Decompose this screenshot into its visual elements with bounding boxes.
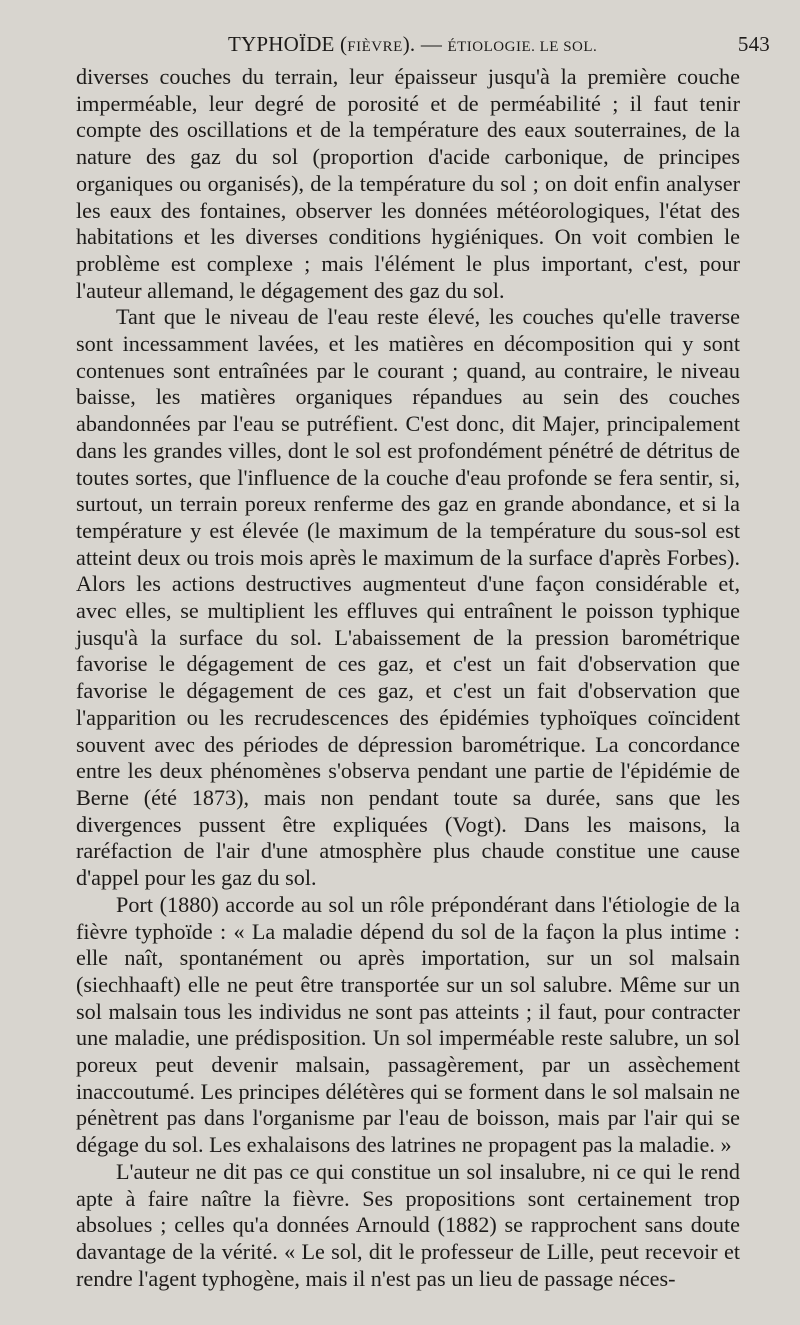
- title-paren: FIÈVRE: [347, 39, 403, 55]
- paragraph-3: Port (1880) accorde au sol un rôle prépondérant dans l'étiologie de la fièvre typhoïde : « La maladie dépend du sol de la façon la plus intime : elle naît, spontanément ou après importation, sur un sol malsain (siechhaaft) elle ne peut être transportée sur un sol salubre. Même sur un sol malsain tous les individus ne sont pas atteints ; il faut, pour contracter une maladie, une prédisposition. Un sol imperméable reste salubre, un sol poreux peut devenir malsain, passagèrement, par un assèchement inaccoutumé. Les principes délétères qui se forment dans le sol malsain ne pénètrent pas dans l'organisme par l'eau de boisson, mais par l'air qui se dégage du sol. Les exhalaisons des latrines ne propagent pas la maladie. »: [76, 891, 740, 1158]
- body-text: [76, 64, 740, 1292]
- page-number: 543: [737, 32, 770, 56]
- running-header: [76, 30, 770, 64]
- title-main: TYPHOÏDE (: [228, 32, 348, 56]
- paragraph-4: L'auteur ne dit pas ce qui constitue un sol insalubre, ni ce qui le rend apte à faire naître la fièvre. Ses propositions sont certainement trop absolues ; celles qu'a données Arnould (1882) se rapprochent sans doute davantage de la vérité. « Le sol, dit le professeur de Lille, peut recevoir et rendre l'agent typhogène, mais il n'est pas un lieu de passage néces-: [76, 1158, 740, 1291]
- title-section: ÉTIOLOGIE. LE SOL.: [447, 39, 598, 55]
- paragraph-1: diverses couches du terrain, leur épaisseur jusqu'à la première couche imperméable, leur degré de porosité et de perméabilité ; il faut tenir compte des oscillations et de la température des eaux souterraines, de la nature des gaz du sol (proportion d'acide carbonique, de principes organiques ou organisés), de la température du sol ; on doit enfin analyser les eaux des fontaines, observer les données météorologiques, l'état des habitations et les diverses conditions hygiéniques. On voit combien le problème est complexe ; mais l'élément le plus important, c'est, pour l'auteur allemand, le dégagement des gaz du sol.: [76, 64, 740, 303]
- paragraph-2: Tant que le niveau de l'eau reste élevé, les couches qu'elle traverse sont incessamment lavées, et les matières en décomposition qui y sont contenues sont entraînées par le courant ; quand, au contraire, le niveau baisse, les matières organiques répandues au sein des couches abandonnées par l'eau se putréfient. C'est donc, dit Majer, principalement dans les grandes villes, dont le sol est profondément pénétré de détritus de toutes sortes, que l'influence de la couche d'eau profonde se fera sentir, si, surtout, un terrain poreux renferme des gaz en grande abondance, et si la température y est élevée (le maximum de la température du sous-sol est atteint deux ou trois mois après le maximum de la surface d'après Forbes). Alors les actions destructives augmenteut d'une façon considérable et, avec elles, se multiplient les effluves qui entraînent le poisson typhique jusqu'à la surface du sol. L'abaissement de la pression barométrique favorise le dégagement de ces gaz, et c'est un fait d'observation que favorise le dégagement de ces gaz, et c'est un fait d'observation que l'apparition ou les recrudescences des épidémies typhoïques coïncident souvent avec des périodes de dépression barométrique. La concordance entre les deux phénomènes s'observa pendant une partie de l'épidémie de Berne (été 1873), mais non pendant toute sa durée, sans que les divergences pussent être expliquées (Vogt). Dans les maisons, la raréfaction de l'air d'une atmosphère plus chaude constitue une cause d'appel pour les gaz du sol.: [76, 304, 740, 891]
- running-title: [228, 32, 597, 57]
- title-dash: ). —: [402, 32, 448, 56]
